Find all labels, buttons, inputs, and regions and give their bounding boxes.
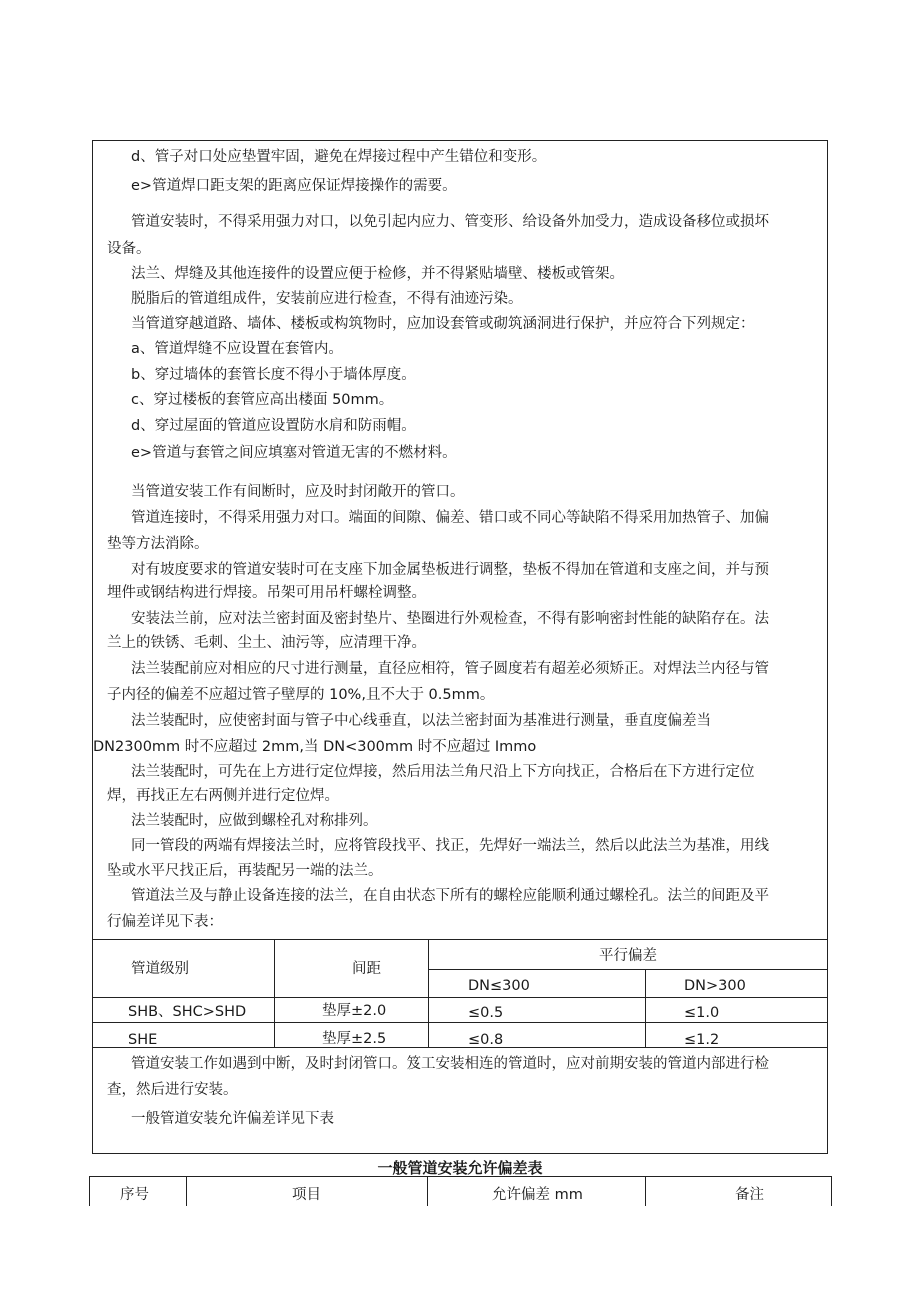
text-line: 管道安装工作如遇到中断，及时封闭管口。笈工安装相连的管道时，应对前期安装的管道内部进行检 bbox=[131, 1056, 769, 1072]
header-index: 序号 bbox=[120, 1187, 149, 1203]
row-grade: SHB、SHC>SHD bbox=[128, 1004, 247, 1020]
text-line: b、穿过墙体的套管长度不得小于墙体厚度。 bbox=[131, 367, 416, 383]
text-line: 兰上的铁锈、毛刺、尘土、油污等，应清理干净。 bbox=[107, 635, 426, 651]
text-line: 脱脂后的管道组成件，安装前应进行检查，不得有油迹污染。 bbox=[131, 291, 523, 307]
header-item: 项目 bbox=[292, 1187, 321, 1203]
row-dn-small: ≤0.5 bbox=[468, 1005, 504, 1021]
text-line: 安装法兰前，应对法兰密封面及密封垫片、垫圈进行外观检查，不得有影响密封性能的缺陷存在。法 bbox=[131, 611, 769, 627]
text-line: e>管道与套管之间应填塞对管道无害的不燃材料。 bbox=[131, 445, 457, 461]
text-line: 埋件或钢结构进行焊接。吊架可用吊杆螺栓调整。 bbox=[107, 585, 426, 601]
header-dn-small: DN≤300 bbox=[468, 978, 530, 994]
text-line: 管道安装时，不得采用强力对口，以免引起内应力、管变形、给设备外加受力，造成设备移位或损坏 bbox=[131, 214, 769, 230]
text-line: 当管道安装工作有间断时，应及时封闭敞开的管口。 bbox=[131, 484, 465, 500]
text-line: d、管子对口处应垫置牢固，避免在焊接过程中产生错位和变形。 bbox=[131, 149, 547, 165]
text-line: 坠或水平尺找正后，再装配另一端的法兰。 bbox=[107, 863, 383, 879]
row-dn-large: ≤1.0 bbox=[684, 1005, 720, 1021]
text-line: 一般管道安装允许偏差详见下表 bbox=[131, 1111, 334, 1127]
row-dn-small: ≤0.8 bbox=[468, 1032, 504, 1048]
header-deviation: 允许偏差 mm bbox=[492, 1187, 583, 1203]
text-line: 查，然后进行安装。 bbox=[107, 1082, 238, 1098]
text-line: 法兰装配前应对相应的尺寸进行测量，直径应相符，管子圆度若有超差必须矫正。对焊法兰内径与管 bbox=[131, 661, 769, 677]
text-line: d、穿过屋面的管道应设置防水肩和防雨帽。 bbox=[131, 418, 416, 434]
text-line: a、管道焊缝不应设置在套管内。 bbox=[131, 341, 343, 357]
header-parallel: 平行偏差 bbox=[599, 948, 657, 964]
text-line: c、穿过楼板的套管应高出楼面 50mm。 bbox=[131, 392, 394, 408]
deviation-table-title: 一般管道安装允许偏差表 bbox=[377, 1159, 543, 1177]
header-grade: 管道级别 bbox=[131, 961, 189, 977]
text-line: 管道连接时，不得采用强力对口。端面的间隙、偏差、错口或不同心等缺陷不得采用加热管子、加偏 bbox=[131, 510, 769, 526]
text-line: e>管道焊口距支架的距离应保证焊接操作的需要。 bbox=[131, 178, 457, 194]
text-line: 同一管段的两端有焊接法兰时，应将管段找平、找正，先焊好一端法兰，然后以此法兰为基准，用线 bbox=[131, 838, 769, 854]
header-remark: 备注 bbox=[735, 1187, 764, 1203]
text-line: 法兰装配时，应使密封面与管子中心线垂直，以法兰密封面为基准进行测量，垂直度偏差当 bbox=[131, 713, 711, 729]
header-dn-large: DN>300 bbox=[684, 978, 746, 994]
row-spacing: 垫厚±2.0 bbox=[322, 1003, 387, 1019]
row-spacing: 垫厚±2.5 bbox=[322, 1031, 387, 1047]
text-line: 设备。 bbox=[107, 241, 151, 257]
text-line: 焊，再找正左右两侧并进行定位焊。 bbox=[107, 788, 339, 804]
text-line: 垫等方法消除。 bbox=[107, 536, 209, 552]
text-line: DN2300mm 时不应超过 2mm,当 DN<300mm 时不应超过 Immo bbox=[93, 739, 537, 755]
text-line: 法兰装配时，应做到螺栓孔对称排列。 bbox=[131, 813, 378, 829]
text-line: 当管道穿越道路、墙体、楼板或构筑物时，应加设套管或砌筑涵洞进行保护，并应符合下列规定： bbox=[131, 316, 755, 332]
row-dn-large: ≤1.2 bbox=[684, 1032, 720, 1048]
text-line: 子内径的偏差不应超过管子壁厚的 10%,且不大于 0.5mm。 bbox=[107, 687, 495, 703]
text-line: 对有坡度要求的管道安装时可在支座下加金属垫板进行调整，垫板不得加在管道和支座之间，并与预 bbox=[131, 562, 769, 578]
text-line: 行偏差详见下表： bbox=[107, 914, 223, 930]
row-grade: SHE bbox=[128, 1032, 158, 1048]
text-line: 法兰装配时，可先在上方进行定位焊接，然后用法兰角尺沿上下方向找正，合格后在下方进行定位 bbox=[131, 764, 755, 780]
text-line: 法兰、焊缝及其他连接件的设置应便于检修，并不得紧贴墙壁、楼板或管架。 bbox=[131, 266, 624, 282]
text-line: 管道法兰及与静止设备连接的法兰，在自由状态下所有的螺栓应能顺利通过螺栓孔。法兰的间距及平 bbox=[131, 888, 769, 904]
header-spacing: 间距 bbox=[352, 961, 381, 977]
